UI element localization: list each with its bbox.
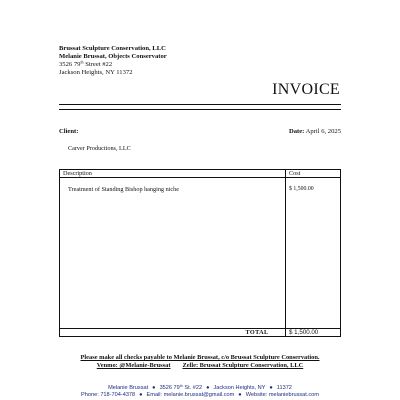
bullet-icon: ●: [139, 392, 143, 398]
title-rule-thick: [59, 104, 341, 105]
line-item-cost: $ 1,500.00: [289, 186, 314, 192]
city-line: Jackson Heights, NY 11372: [59, 69, 133, 76]
bullet-icon: ●: [152, 385, 156, 391]
column-header-cost: Cost: [289, 169, 301, 177]
line-item-description: Treatment of Standing Bishop hanging niche: [68, 186, 179, 193]
company-name: Brussat Sculpture Conservation, LLC: [59, 45, 166, 52]
street-suffix: th: [80, 59, 84, 65]
conservator-name: Melanie Brussat, Objects Conservator: [59, 53, 167, 60]
footer-address: [0, 385, 400, 392]
street-name: Street #22: [83, 61, 113, 68]
total-label: TOTAL: [245, 328, 269, 336]
date-value: April 6, 2025: [305, 128, 341, 135]
street-number: 3526 79: [59, 61, 81, 68]
column-divider: [285, 169, 286, 337]
bullet-icon: ●: [269, 385, 273, 391]
total-value: $ 1,500.00: [289, 328, 319, 336]
footer-contact: [0, 392, 400, 399]
footer-phone: Phone: 718-704-4378: [81, 392, 136, 398]
payment-methods: [0, 362, 400, 370]
invoice-date: [289, 128, 341, 135]
title-rule-thin: [59, 109, 341, 110]
street-address: [59, 61, 112, 69]
footer-street-suffix: th: [179, 384, 183, 388]
footer-name: Melanie Brussat: [108, 385, 149, 391]
bullet-icon: ●: [238, 392, 242, 398]
venmo-handle: Venmo: @Melanie-Brussat: [96, 362, 171, 369]
footer-website[interactable]: Website: melaniebrussat.com: [245, 392, 319, 398]
client-name: Carver Productions, LLC: [68, 145, 131, 152]
footer-email[interactable]: Email: melanie.brussat@gmail.com: [146, 392, 235, 398]
footer-street-rest: St. #22: [182, 385, 203, 391]
invoice-title: INVOICE: [272, 81, 340, 98]
payment-instructions: Please make all checks payable to Melanie Brussat, c/o Brussat Sculpture Conservation.: [80, 354, 320, 361]
footer-zip: 11372: [276, 385, 292, 391]
footer-street-number: 3526 79: [159, 385, 180, 391]
footer-city: Jackson Heights, NY: [213, 385, 266, 391]
date-label: Date:: [288, 128, 305, 135]
zelle-account: Zelle: Brussat Sculpture Conservation, LLC: [182, 362, 304, 369]
column-header-description: Description: [63, 169, 92, 177]
invoice-table: [59, 169, 341, 337]
bullet-icon: ●: [206, 385, 210, 391]
client-label: Client:: [59, 128, 79, 135]
